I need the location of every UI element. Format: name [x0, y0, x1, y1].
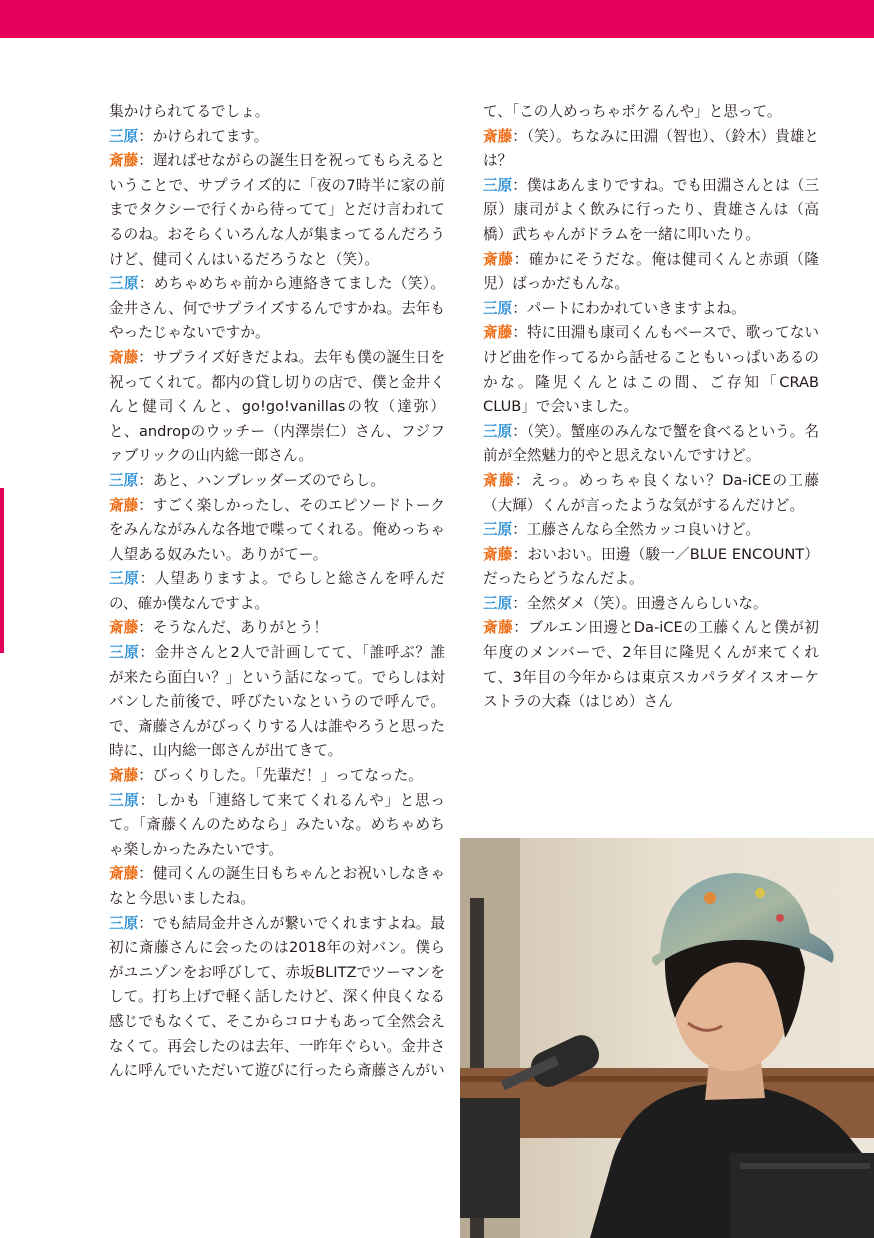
dialogue-line — [109, 912, 445, 1084]
dialogue-text: ：おいおい。田邊（駿一／BLUE ENCOUNT）だったらどうなんだよ。 — [483, 545, 819, 588]
speaker-name-mihara: 三原 — [109, 275, 139, 293]
dialogue-line — [109, 494, 445, 568]
speaker-name-saito: 斎藤 — [483, 127, 513, 145]
speaker-name-saito: 斎藤 — [109, 619, 139, 637]
interview-photo — [460, 838, 874, 1238]
dialogue-line — [483, 174, 819, 248]
dialogue-text: ：工藤さんなら全然カッコ良いけど。 — [512, 521, 761, 539]
dialogue-text: ：（笑）。蟹座のみんなで蟹を食べるという。名前が全然魅力的やと思えないんですけど。 — [483, 422, 819, 465]
dialogue-line — [483, 420, 819, 469]
dialogue-line — [483, 297, 819, 322]
dialogue-text: ：ブルエン田邊とDa-iCEの工藤くんと僕が初年度のメンバーで、2年目に隆児くんが来てくれて、3年目の今年からは東京スカパラダイスオーケストラの大森（はじめ）さん — [483, 619, 819, 711]
speaker-name-saito: 斎藤 — [109, 865, 139, 883]
dialogue-text: ：特に田淵も康司くんもベースで、歌ってないけど曲を作ってるから話せることもいっぱいあるのかな。隆児くんとはこの間、ご存知「CRAB CLUB」で会いました。 — [483, 324, 819, 416]
dialogue-text: ：健司くんの誕生日もちゃんとお祝いしなきゃなと今思いましたね。 — [109, 865, 445, 907]
dialogue-text: ：金井さんと2人で計画してて、「誰呼ぶ？誰が来たら面白い？」という話になって。でらしは対バンした前後で、呼びたいなというので呼んで。で、斎藤さんがびっくりする人は誰やろうと思った時に、山内総一郎さんが出てきて。 — [109, 644, 445, 760]
speaker-name-saito: 斎藤 — [483, 619, 514, 637]
dialogue-line — [109, 641, 445, 764]
speaker-name-mihara: 三原 — [109, 914, 139, 932]
dialogue-text: ：しかも「連絡して来てくれるんや」と思って。「斎藤くんのためなら」みたいな。めちゃめちゃ楽しかったみたいです。 — [109, 791, 445, 858]
speaker-name-saito: 斎藤 — [483, 545, 513, 563]
speaker-name-saito: 斎藤 — [109, 348, 139, 366]
speaker-name-mihara: 三原 — [483, 521, 513, 539]
dialogue-line — [109, 346, 445, 469]
speaker-name-saito: 斎藤 — [109, 152, 139, 170]
dialogue-line — [109, 862, 445, 911]
dialogue-line — [109, 764, 445, 789]
speaker-name-saito: 斎藤 — [109, 496, 139, 514]
dialogue-line — [109, 272, 445, 346]
dialogue-text: ：僕はあんまりですね。でも田淵さんとは（三原）康司がよく飲みに行ったり、貴雄さんは（高橋）武ちゃんがドラムを一緒に叩いたり。 — [483, 176, 819, 243]
dialogue-line — [109, 616, 445, 641]
dialogue-text: ：でも結局金井さんが繋いでくれますよね。最初に斎藤さんに会ったのは2018年の対バン。僕らがユニゾンをお呼びして、赤坂BLITZでツーマンをして。打ち上げで軽く話したけど、深く仲良くなる感じでもなくて、そこからコロナもあって全然会えなくて。再会したのは去年、一昨年ぐらい。金井さんに呼んでいただいて遊びに行ったら斎藤さんがい — [109, 914, 445, 1080]
speaker-name-mihara: 三原 — [109, 127, 139, 145]
dialogue-line — [109, 567, 445, 616]
photo-illustration — [460, 838, 874, 1238]
speaker-name-saito: 斎藤 — [109, 767, 139, 785]
dialogue-text: て、「この人めっちゃボケるんや」と思って。 — [483, 103, 782, 120]
dialogue-text: ：確かにそうだな。俺は健司くんと赤頭（隆児）ばっかだもんな。 — [483, 250, 819, 293]
dialogue-text: ：びっくりした。「先輩だ！」ってなった。 — [138, 767, 423, 785]
dialogue-line — [483, 100, 819, 125]
dialogue-text: ：全然ダメ（笑）。田邊さんらしいな。 — [512, 594, 768, 612]
speaker-name-saito: 斎藤 — [483, 250, 514, 268]
dialogue-text: ：あと、ハンブレッダーズのでらし。 — [138, 471, 385, 489]
dialogue-text: ：すごく楽しかったし、そのエピソードトークをみんながみんな各地で喋ってくれる。俺めっちゃ人望ある奴みたい。ありがてー。 — [109, 496, 445, 563]
speaker-name-saito: 斎藤 — [483, 471, 515, 489]
dialogue-line — [483, 469, 819, 518]
speaker-name-saito: 斎藤 — [483, 324, 513, 342]
dialogue-text: ：えっ。めっちゃ良くない？Da-iCEの工藤（大輝）くんが言ったような気がするんだけど。 — [483, 471, 819, 514]
dialogue-line — [483, 543, 819, 592]
speaker-name-mihara: 三原 — [483, 176, 513, 194]
dialogue-text: 集かけられてるでしょ。 — [109, 103, 270, 120]
speaker-name-mihara: 三原 — [109, 644, 140, 662]
dialogue-text: ：人望ありますよ。でらしと総さんを呼んだの、確か僕なんですよ。 — [109, 570, 445, 612]
dialogue-text: ：パートにわかれていきますよね。 — [512, 299, 746, 317]
dialogue-text: ：（笑）。ちなみに田淵（智也）、（鈴木）貴雄とは？ — [483, 127, 819, 170]
speaker-name-mihara: 三原 — [109, 570, 140, 588]
side-accent-mark — [0, 488, 4, 653]
speaker-name-mihara: 三原 — [483, 594, 513, 612]
speaker-name-mihara: 三原 — [109, 791, 140, 809]
dialogue-text: ：かけられてます。 — [138, 127, 269, 145]
dialogue-line — [483, 518, 819, 543]
speaker-name-mihara: 三原 — [483, 299, 513, 317]
dialogue-line — [109, 789, 445, 863]
speaker-name-mihara: 三原 — [109, 471, 139, 489]
dialogue-text: ：そうなんだ、ありがとう！ — [138, 619, 328, 637]
dialogue-text: ：遅ればせながらの誕生日を祝ってもらえるということで、サプライズ的に「夜の7時半に家の前までタクシーで行くから待ってて」とだけ言われてるのね。おそらくいろんな人が集まってるんだろうけど、健司くんはいるだろうなと（笑）。 — [109, 152, 445, 268]
interview-column-left — [109, 100, 445, 1084]
speaker-name-mihara: 三原 — [483, 422, 513, 440]
dialogue-text: ：めちゃめちゃ前から連絡きてました（笑）。金井さん、何でサプライズするんですかね。去年もやったじゃないですか。 — [109, 275, 445, 342]
dialogue-line — [483, 248, 819, 297]
dialogue-line — [109, 100, 445, 125]
dialogue-line — [483, 321, 819, 419]
top-accent-bar — [0, 0, 874, 38]
dialogue-line — [109, 149, 445, 272]
dialogue-line — [109, 125, 445, 150]
dialogue-line — [483, 125, 819, 174]
interview-column-right — [483, 100, 819, 715]
dialogue-line — [483, 592, 819, 617]
dialogue-line — [483, 616, 819, 714]
dialogue-text: ：サプライズ好きだよね。去年も僕の誕生日を祝ってくれて。都内の貸し切りの店で、僕と金井くんと健司くんと、go!go!vanillasの牧（達弥）と、andropのウッチー（内澤崇仁）さん、フジファブリックの山内総一郎さん。 — [109, 348, 445, 465]
dialogue-line — [109, 469, 445, 494]
